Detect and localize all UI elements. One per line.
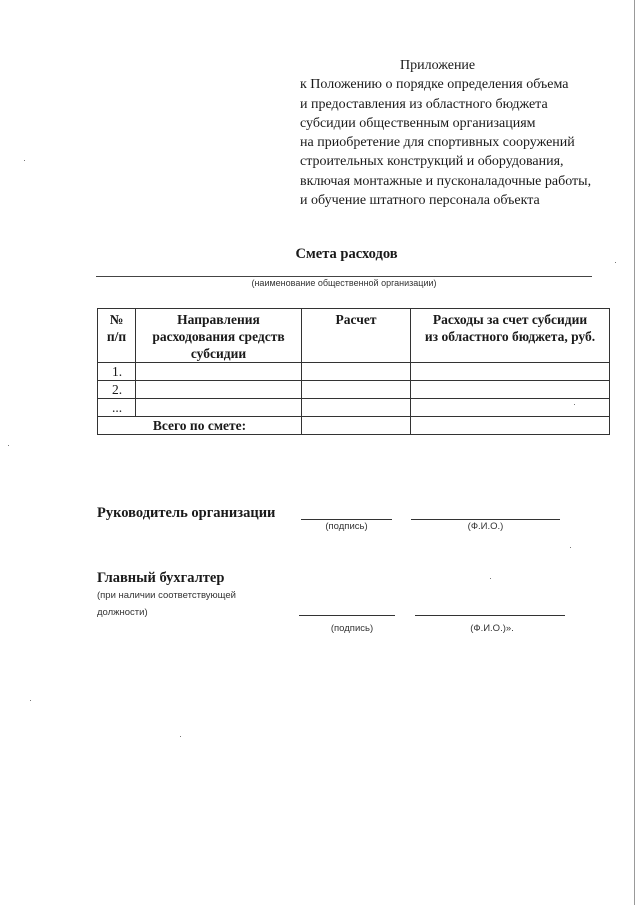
table-cell — [136, 381, 302, 399]
accountant-signature-line — [299, 615, 395, 616]
table-header-row — [98, 309, 610, 363]
table-cell — [302, 381, 411, 399]
table-total-row — [98, 417, 610, 435]
accountant-note — [97, 587, 277, 621]
table-cell — [136, 399, 302, 417]
table-cell — [302, 417, 411, 435]
header-text: Расходы за счет субсидии — [432, 312, 588, 327]
accountant-signature-caption: (подпись) — [330, 623, 374, 634]
table-row — [98, 381, 610, 399]
row-number: ... — [98, 399, 136, 417]
organization-name-caption: (наименование общественной организации) — [251, 278, 437, 288]
table-cell — [411, 399, 610, 417]
estimate-table — [97, 308, 610, 435]
table-cell — [411, 363, 610, 381]
table-cell — [411, 381, 610, 399]
header-calculation — [302, 309, 411, 363]
header-text: Направления — [177, 312, 260, 327]
appendix-line: к Положению о порядке определения объема — [300, 77, 569, 93]
scan-speck — [615, 262, 616, 263]
appendix-line: субсидии общественным организациям — [300, 115, 536, 131]
header-text: п/п — [106, 329, 127, 344]
accountant-signature-title: Главный бухгалтер — [97, 570, 225, 586]
head-signature-caption: (подпись) — [325, 521, 368, 532]
accountant-note-line: должности) — [97, 607, 148, 618]
total-label: Всего по смете: — [98, 417, 302, 435]
header-expenses — [411, 309, 610, 363]
header-direction — [136, 309, 302, 363]
organization-name-line — [96, 276, 592, 277]
document-title: Смета расходов — [295, 246, 398, 262]
scan-speck — [24, 160, 25, 161]
accountant-note-line: (при наличии соответствующей — [97, 590, 236, 601]
appendix-line: строительных конструкций и оборудования, — [300, 154, 564, 170]
scan-speck — [490, 578, 491, 579]
table-cell — [302, 363, 411, 381]
row-number: 2. — [98, 381, 136, 399]
header-text: из областного бюджета, руб. — [424, 329, 596, 344]
table-row — [98, 363, 610, 381]
appendix-title: Приложение — [400, 58, 476, 73]
header-text: расходования средств — [152, 329, 285, 344]
table-cell — [136, 363, 302, 381]
scan-speck — [30, 700, 31, 701]
header-text: субсидии — [190, 346, 247, 361]
scan-speck — [8, 445, 9, 446]
appendix-header — [300, 56, 630, 210]
scan-speck — [570, 547, 571, 548]
appendix-line: на приобретение для спортивных сооружений — [300, 135, 575, 151]
head-name-line — [411, 519, 560, 520]
header-text: Расчет — [335, 312, 377, 327]
accountant-name-line — [415, 615, 565, 616]
appendix-line: и обучение штатного персонала объекта — [300, 193, 540, 209]
row-number: 1. — [98, 363, 136, 381]
appendix-line: и предоставления из областного бюджета — [300, 96, 548, 112]
scan-speck — [180, 736, 181, 737]
header-number — [98, 309, 136, 363]
head-signature-title: Руководитель организации — [97, 505, 276, 521]
table-cell — [411, 417, 610, 435]
page-edge-line — [634, 0, 635, 905]
appendix-line: включая монтажные и пусконаладочные работы, — [300, 173, 592, 189]
header-text: № — [109, 312, 124, 327]
table-cell — [302, 399, 411, 417]
head-name-caption: (Ф.И.О.) — [467, 521, 504, 532]
scan-speck — [574, 404, 575, 405]
accountant-name-caption: (Ф.И.О.)». — [470, 623, 514, 634]
head-signature-line — [301, 519, 392, 520]
table-row — [98, 399, 610, 417]
